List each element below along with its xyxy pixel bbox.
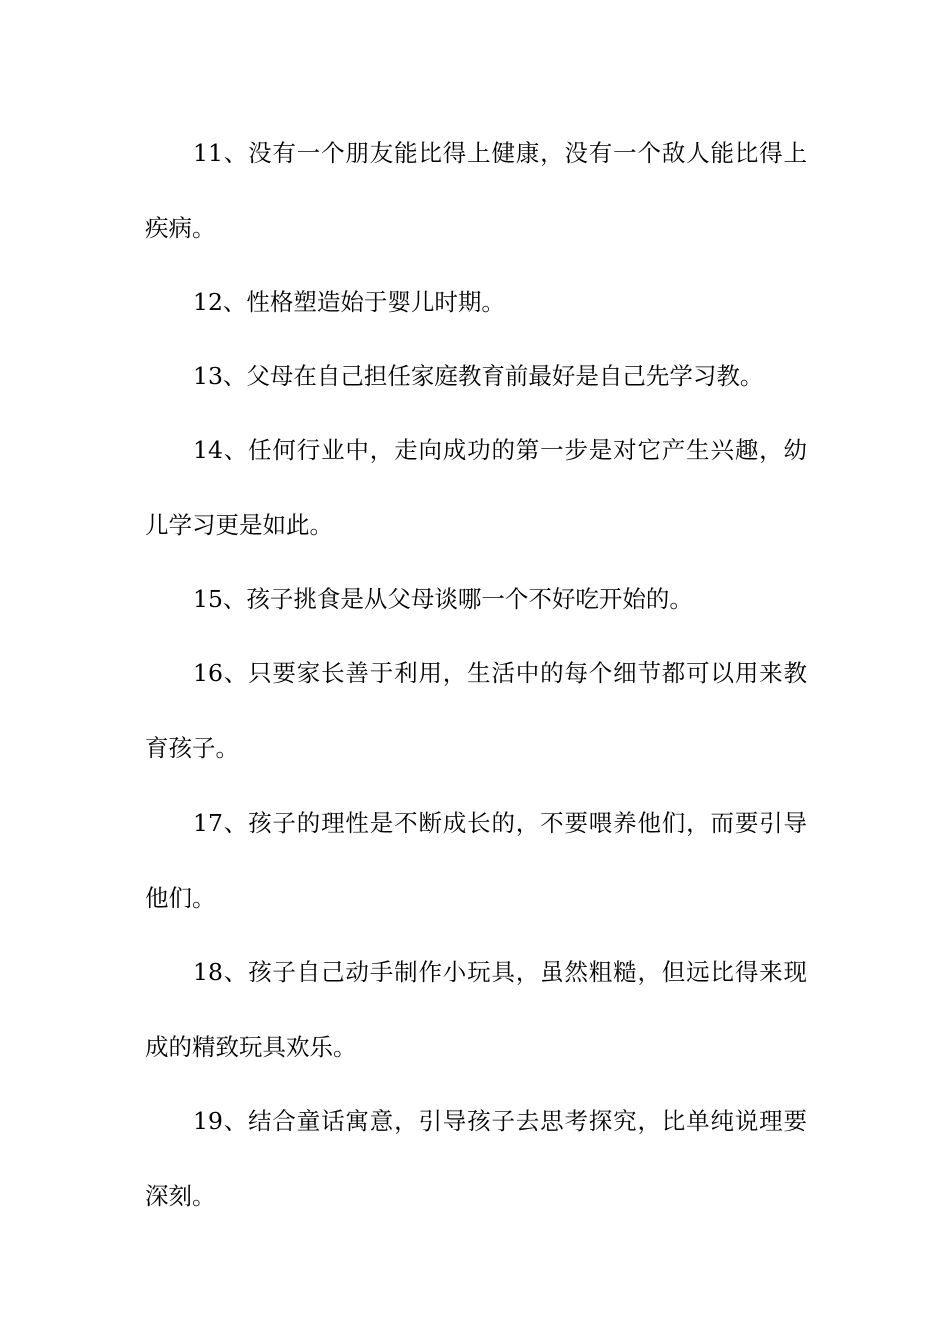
paragraph-19: 19、结合童话寓意，引导孩子去思考探究，比单纯说理要深刻。: [145, 1107, 807, 1210]
paragraph-12: 12、性格塑造始于婴儿时期。: [193, 288, 505, 316]
paragraph-15: 15、孩子挑食是从父母谈哪一个不好吃开始的。: [193, 585, 693, 613]
paragraph-11: 11、没有一个朋友能比得上健康，没有一个敌人能比得上疾病。: [145, 139, 807, 242]
paragraph-18: 18、孩子自己动手制作小玩具，虽然粗糙，但远比得来现成的精致玩具欢乐。: [145, 958, 807, 1061]
paragraph-17: 17、孩子的理性是不断成长的，不要喂养他们，而要引导他们。: [145, 809, 807, 912]
paragraph-13: 13、父母在自己担任家庭教育前最好是自己先学习教。: [193, 362, 764, 390]
paragraph-16: 16、只要家长善于利用，生活中的每个细节都可以用来教育孩子。: [145, 659, 807, 762]
paragraph-14: 14、任何行业中，走向成功的第一步是对它产生兴趣，幼儿学习更是如此。: [145, 436, 807, 539]
